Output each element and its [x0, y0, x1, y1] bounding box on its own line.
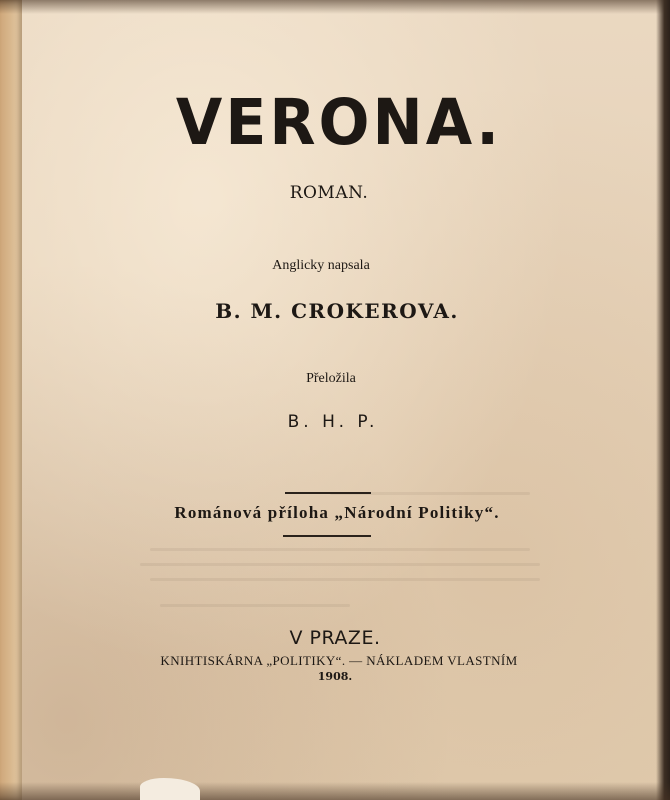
- supplement-line: Románová příloha „Národní Politiky“.: [174, 503, 500, 522]
- author-name: B. M. CROKEROVA.: [215, 299, 459, 323]
- book-subtitle: ROMAN.: [289, 183, 369, 203]
- show-through-line: [150, 548, 530, 551]
- page-top-shadow: [0, 0, 670, 14]
- printer-line: KNIHTISKÁRNA „POLITIKY“. — NÁKLADEM VLASTNÍM: [160, 653, 518, 668]
- page-bottom-shadow: [0, 782, 670, 800]
- translator-label: Přeložila: [306, 371, 356, 386]
- publication-place: V PRAZE.: [289, 627, 381, 649]
- show-through-line: [140, 563, 540, 566]
- translator-name: B. H. P.: [287, 412, 379, 432]
- show-through-line: [160, 604, 350, 607]
- divider-top: [285, 492, 371, 494]
- divider-bottom: [283, 535, 371, 537]
- show-through-line: [150, 578, 540, 581]
- author-label: Anglicky napsala: [272, 258, 370, 273]
- publication-year: 1908.: [317, 670, 353, 683]
- book-title: VERONA.: [175, 86, 503, 160]
